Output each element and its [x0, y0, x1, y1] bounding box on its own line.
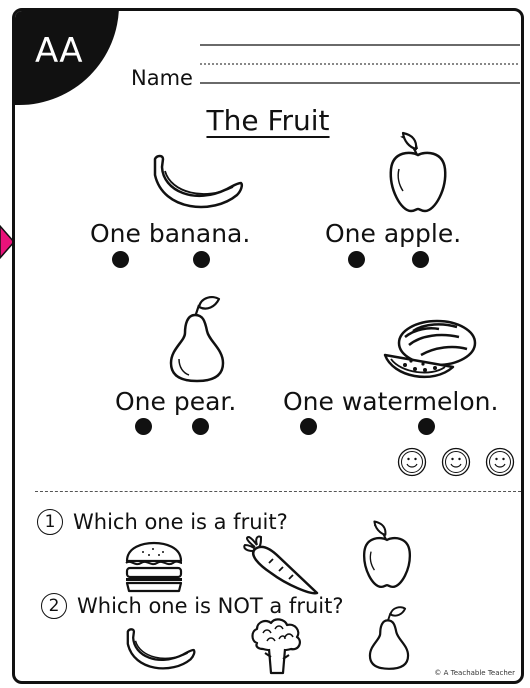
reading-dot — [412, 251, 429, 268]
banana-icon — [149, 153, 245, 213]
reading-dot — [135, 418, 152, 435]
smiley-face-icon[interactable] — [441, 447, 471, 477]
question-number: 2 — [41, 593, 67, 619]
copyright-text: © A Teachable Teacher — [434, 669, 515, 677]
sentence-watermelon: One watermelon. — [283, 387, 499, 416]
reading-dot — [193, 251, 210, 268]
pear-icon[interactable] — [367, 605, 411, 671]
smiley-face-icon[interactable] — [397, 447, 427, 477]
carrot-icon[interactable] — [241, 535, 321, 597]
pear-icon — [167, 295, 227, 383]
question-1 — [37, 509, 288, 535]
apple-icon[interactable] — [361, 519, 413, 591]
sentence-banana: One banana. — [90, 219, 251, 248]
reading-dot — [418, 418, 435, 435]
broccoli-icon[interactable] — [249, 617, 305, 677]
reading-dot — [112, 251, 129, 268]
level-badge-text: AA — [35, 31, 83, 71]
section-divider — [35, 491, 521, 492]
question-2 — [41, 593, 343, 619]
page-title: The Fruit — [206, 104, 330, 137]
watermelon-icon — [381, 317, 477, 385]
reading-dot — [300, 418, 317, 435]
level-badge — [12, 8, 119, 105]
sentence-pear: One pear. — [115, 387, 237, 416]
question-text: Which one is a fruit? — [73, 510, 288, 534]
hamburger-icon[interactable] — [123, 541, 185, 593]
name-writing-lines[interactable] — [200, 43, 520, 87]
name-label: Name — [131, 66, 193, 90]
worksheet-page — [12, 8, 524, 684]
question-number: 1 — [37, 509, 63, 535]
apple-icon — [387, 131, 449, 215]
banana-icon[interactable] — [123, 627, 197, 673]
question-text: Which one is NOT a fruit? — [77, 594, 344, 618]
reading-dot — [192, 418, 209, 435]
smiley-face-icon[interactable] — [485, 447, 515, 477]
reading-dot — [348, 251, 365, 268]
sentence-apple: One apple. — [325, 219, 462, 248]
